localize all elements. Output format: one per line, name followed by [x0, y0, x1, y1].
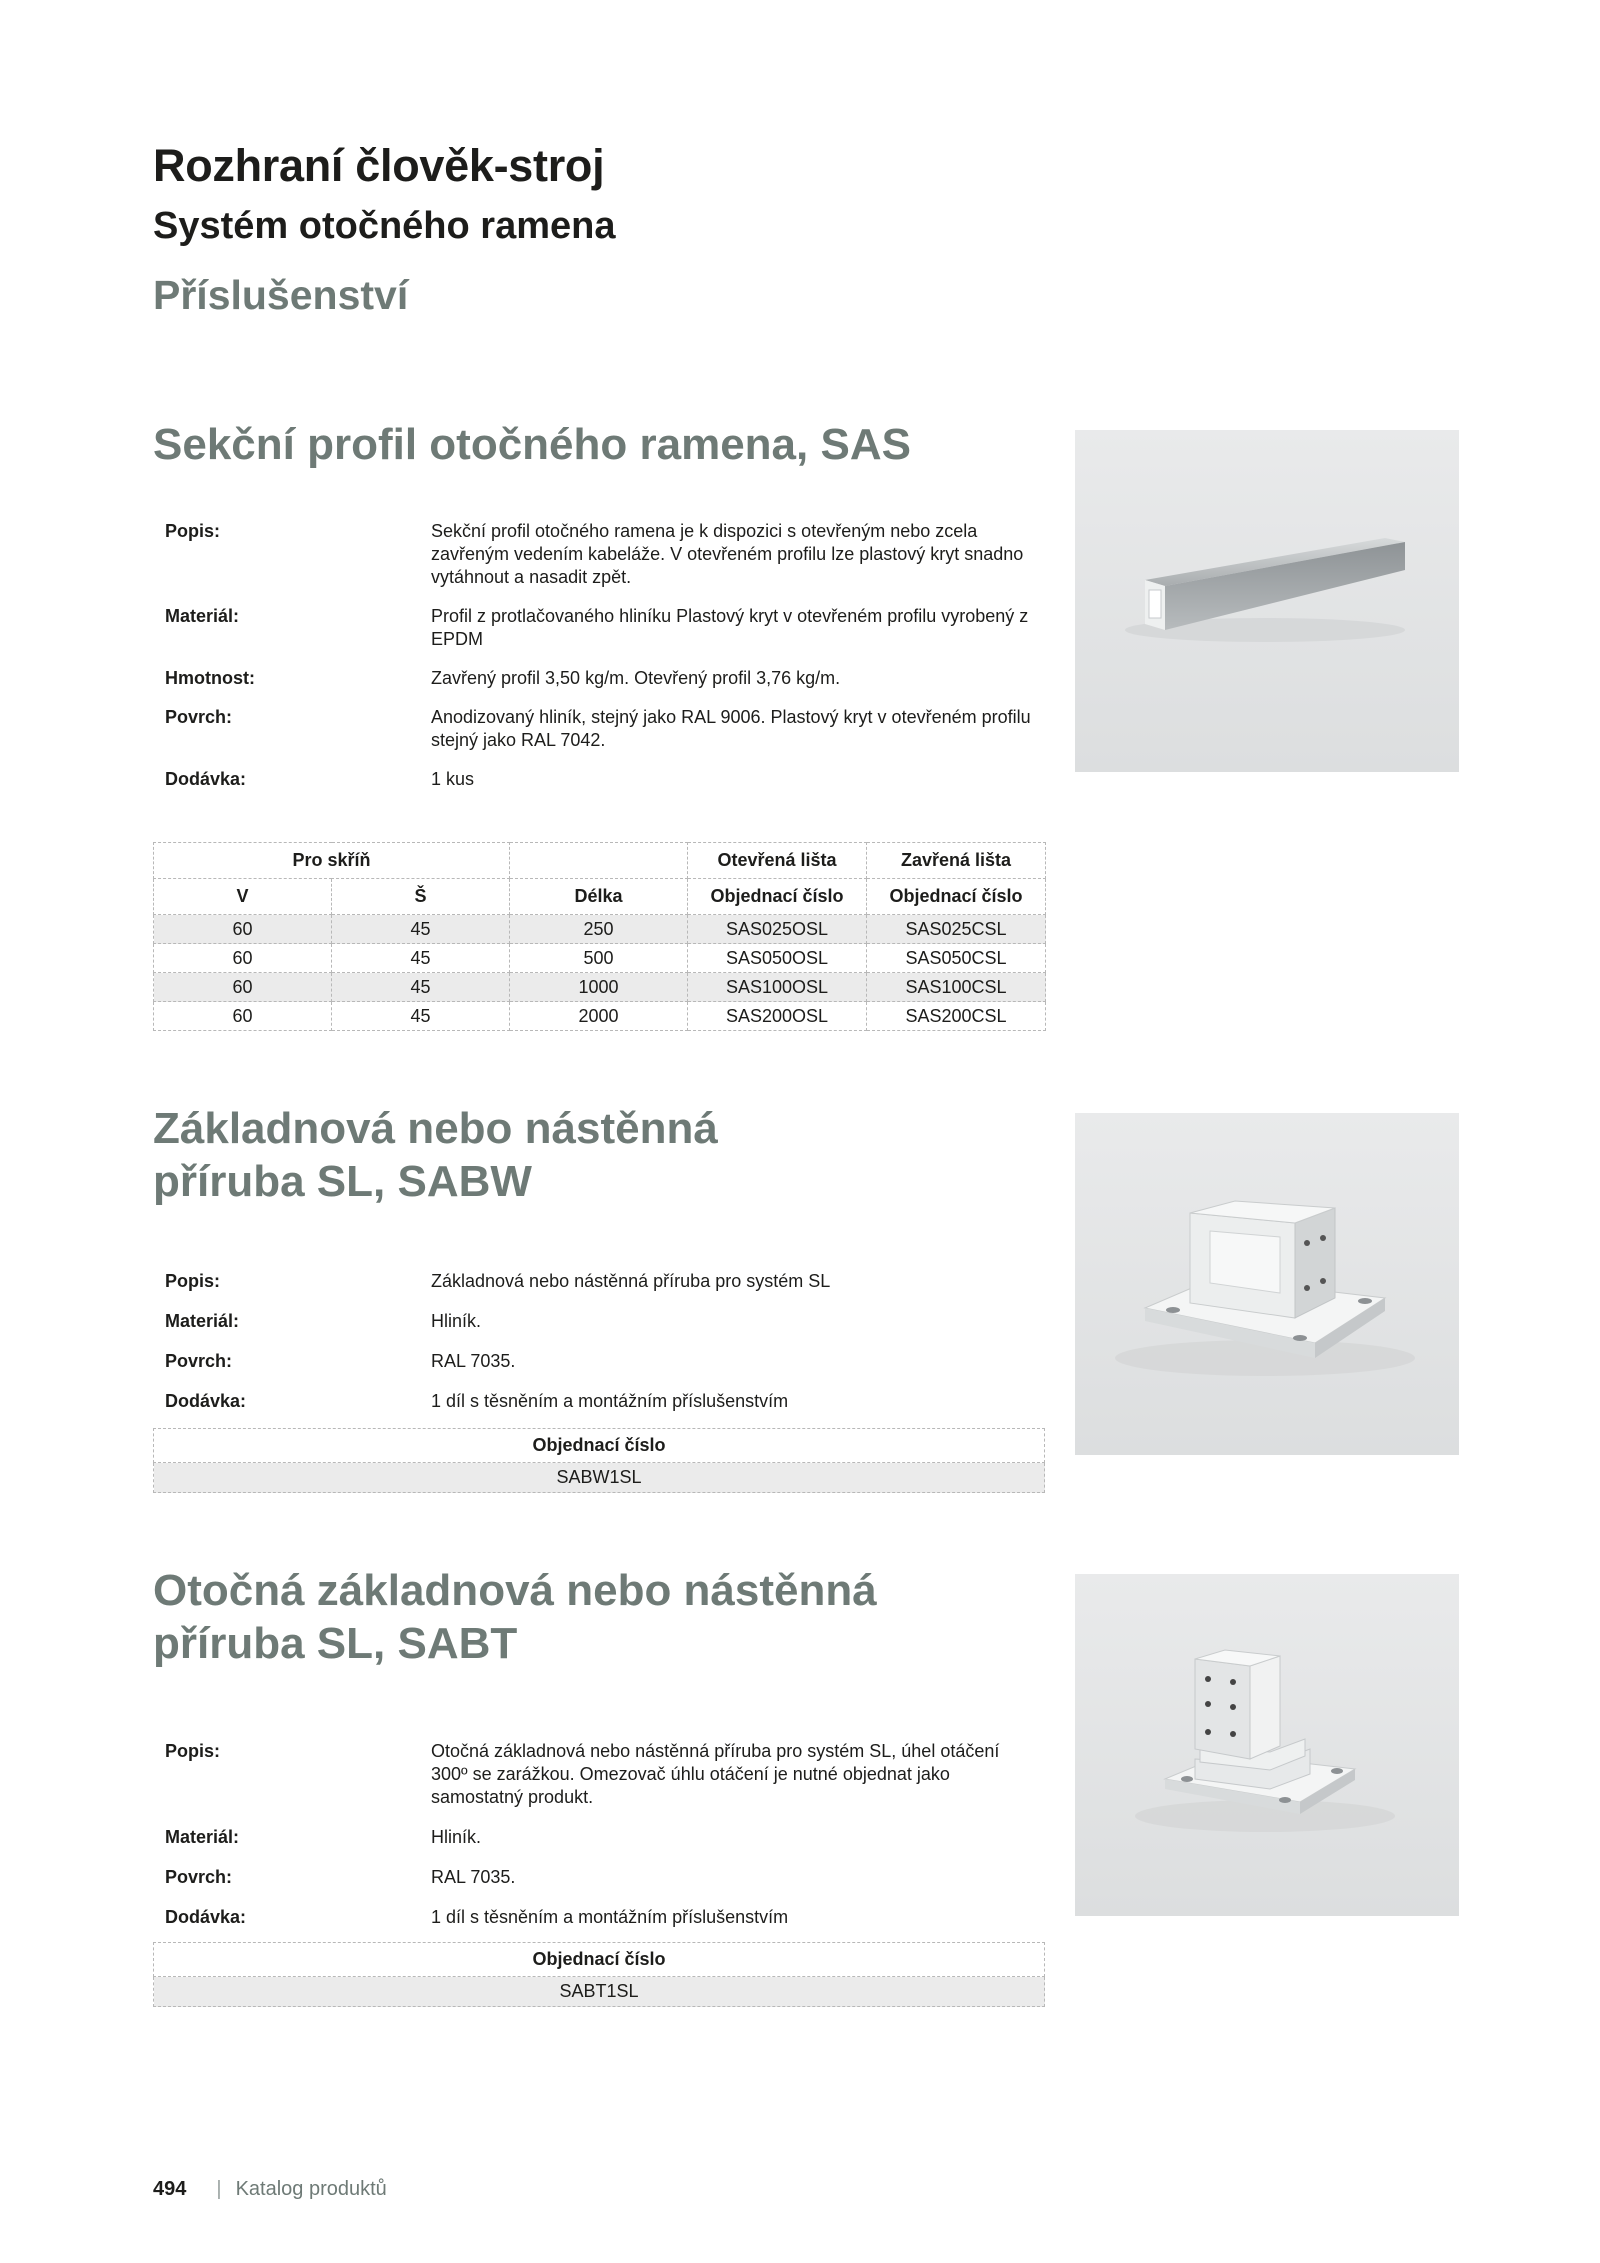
spec-value: RAL 7035. [431, 1867, 516, 1887]
spec-label: Povrch: [165, 1351, 233, 1371]
table-cell: 45 [332, 944, 510, 973]
column-header: Objednací číslo [688, 879, 867, 915]
spec-value: 1 díl s těsněním a montážním příslušenstvím [431, 1391, 789, 1411]
table-cell: 45 [332, 915, 510, 944]
group-header-empty [510, 843, 688, 879]
table-cell: 60 [154, 1002, 332, 1031]
spec-label: Dodávka: [165, 769, 247, 789]
table-cell: 250 [510, 915, 688, 944]
table-group-header-row [154, 843, 1046, 879]
table-cell: SAS050CSL [867, 944, 1046, 973]
section-title-sabt [153, 1564, 877, 1670]
table-header-row [154, 1429, 1045, 1463]
table-cell: 1000 [510, 973, 688, 1002]
table-header-row [154, 879, 1046, 915]
column-header: Délka [510, 879, 688, 915]
spec-row [153, 1350, 1043, 1373]
profile-rail-icon [1075, 430, 1459, 772]
spec-row [153, 768, 1043, 791]
spec-list-sabw [153, 1270, 1043, 1429]
spec-row [153, 1826, 1043, 1849]
spec-row [153, 520, 1043, 589]
table-cell: SAS025CSL [867, 915, 1046, 944]
spec-value: RAL 7035. [431, 1351, 516, 1371]
section-title-sabw [153, 1102, 718, 1208]
spec-row [153, 1740, 1043, 1809]
table-cell: SAS100CSL [867, 973, 1046, 1002]
table-row [154, 1002, 1046, 1031]
group-header-closed-rail: Zavřená lišta [867, 843, 1046, 879]
spec-value: Základnová nebo nástěnná příruba pro systém SL [431, 1271, 831, 1291]
spec-list-sas [153, 520, 1043, 807]
column-header: Š [332, 879, 510, 915]
spec-label: Materiál: [165, 1311, 240, 1331]
spec-value: Profil z protlačovaného hliníku Plastový kryt v otevřeném profilu vyrobený z EPDM [431, 606, 1029, 649]
product-image-sabt [1075, 1574, 1459, 1916]
spec-label: Materiál: [165, 606, 240, 626]
table-cell: 500 [510, 944, 688, 973]
spec-row [153, 605, 1043, 651]
table-cell: 45 [332, 1002, 510, 1031]
section-title-line: Otočná základnová nebo nástěnná [153, 1566, 877, 1615]
page-category: Příslušenství [153, 272, 409, 318]
table-cell: 60 [154, 944, 332, 973]
spec-value: Hliník. [431, 1311, 482, 1331]
spec-row [153, 1310, 1043, 1333]
group-header-cabinet: Pro skříň [154, 843, 510, 879]
table-cell: SAS200CSL [867, 1002, 1046, 1031]
column-header: V [154, 879, 332, 915]
spec-row [153, 1866, 1043, 1889]
table-cell: SAS100OSL [688, 973, 867, 1002]
page-footer [153, 2178, 387, 2201]
section-title-sas: Sekční profil otočného ramena, SAS [153, 420, 911, 469]
spec-label: Popis: [165, 521, 221, 541]
table-row [154, 944, 1046, 973]
spec-label: Dodávka: [165, 1391, 247, 1411]
page-number: 494 [153, 2178, 187, 2200]
spec-label: Povrch: [165, 1867, 233, 1887]
order-table-sas [153, 842, 1046, 1031]
spec-row [153, 1270, 1043, 1293]
catalog-label: Katalog produktů [235, 2178, 387, 2200]
table-cell: 60 [154, 973, 332, 1002]
spec-value: Hliník. [431, 1827, 482, 1847]
column-header: Objednací číslo [154, 1943, 1045, 1977]
table-cell: 45 [332, 973, 510, 1002]
section-title-line: příruba SL, SABT [153, 1619, 518, 1668]
spec-value: Sekční profil otočného ramena je k dispozici s otevřeným nebo zcela zavřeným vedením kabeláže. V otevřeném profilu lze plastový kryt snadno vytáhnout a nasadit zpět. [431, 521, 1024, 587]
spec-value: 1 kus [431, 769, 475, 789]
base-flange-icon [1075, 1113, 1459, 1455]
section-title-line: Základnová nebo nástěnná [153, 1104, 718, 1153]
spec-label: Popis: [165, 1271, 221, 1291]
spec-value: Zavřený profil 3,50 kg/m. Otevřený profil 3,76 kg/m. [431, 668, 841, 688]
page-subtitle: Systém otočného ramena [153, 205, 616, 247]
spec-value: Anodizovaný hliník, stejný jako RAL 9006. Plastový kryt v otevřeném profilu stejný jako RAL 7042. [431, 707, 1031, 750]
section-title-line: příruba SL, SABW [153, 1157, 532, 1206]
table-cell: SAS025OSL [688, 915, 867, 944]
table-cell: SABT1SL [154, 1977, 1045, 2007]
table-cell: 2000 [510, 1002, 688, 1031]
table-cell: SAS200OSL [688, 1002, 867, 1031]
spec-value: 1 díl s těsněním a montážním příslušenstvím [431, 1907, 789, 1927]
order-table-sabt [153, 1942, 1045, 2007]
table-cell: SABW1SL [154, 1463, 1045, 1493]
order-table-sabw [153, 1428, 1045, 1493]
column-header: Objednací číslo [154, 1429, 1045, 1463]
column-header: Objednací číslo [867, 879, 1046, 915]
table-row [154, 915, 1046, 944]
spec-row [153, 1390, 1043, 1413]
rotating-flange-icon [1075, 1574, 1459, 1916]
product-image-sabw [1075, 1113, 1459, 1455]
spec-label: Popis: [165, 1741, 221, 1761]
spec-row [153, 1906, 1043, 1929]
table-row [154, 1463, 1045, 1493]
spec-value: Otočná základnová nebo nástěnná příruba pro systém SL, úhel otáčení 300º se zarážkou. Omezovač úhlu otáčení je nutné objednat jako samostatný produkt. [431, 1741, 1000, 1807]
spec-label: Povrch: [165, 707, 233, 727]
table-cell: 60 [154, 915, 332, 944]
group-header-open-rail: Otevřená lišta [688, 843, 867, 879]
page-title: Rozhraní člověk-stroj [153, 140, 605, 191]
product-image-sas [1075, 430, 1459, 772]
spec-row [153, 667, 1043, 690]
table-cell: SAS050OSL [688, 944, 867, 973]
table-header-row [154, 1943, 1045, 1977]
spec-label: Hmotnost: [165, 668, 255, 688]
spec-row [153, 706, 1043, 752]
table-row [154, 973, 1046, 1002]
spec-label: Dodávka: [165, 1907, 247, 1927]
footer-separator: | [216, 2178, 222, 2200]
spec-list-sabt [153, 1740, 1043, 1945]
spec-label: Materiál: [165, 1827, 240, 1847]
table-row [154, 1977, 1045, 2007]
